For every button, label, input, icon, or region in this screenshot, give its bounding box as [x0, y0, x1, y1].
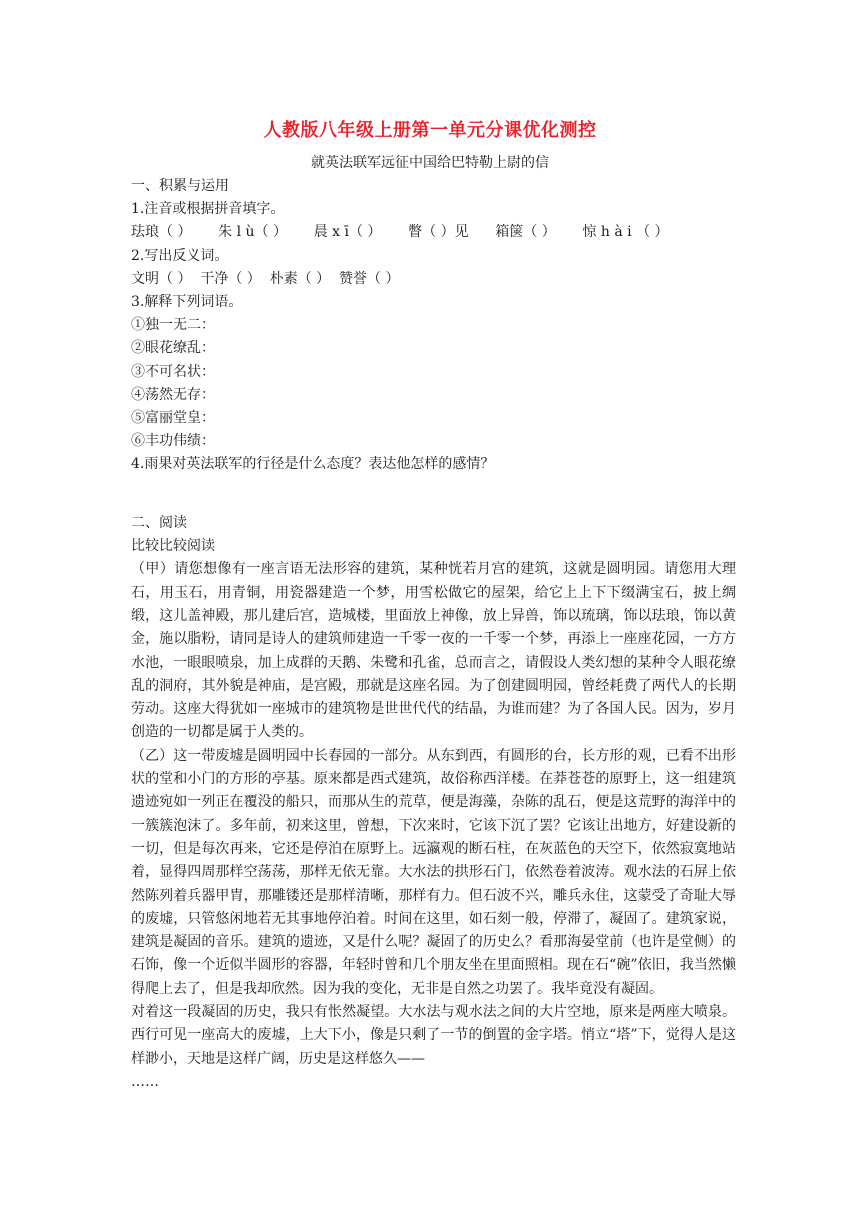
question-3: 3.解释下列词语。 — [131, 293, 243, 310]
section-reading — [131, 512, 736, 1094]
section-heading: 二、阅读 — [131, 515, 187, 531]
question-3-item: ⑤富丽堂皇： — [131, 409, 215, 426]
passage-yi: （乙）这一带废墟是圆明园中长春园的一部分。从东到西，有圆形的台，长方形的观，已看不出形状的堂和小门的方形的亭基。原来都是西式建筑，故俗称西洋楼。在莽苍苍的原野上，这一组建筑遗迹宛如一列正在覆没的船只，而那从生的荒草，便是海藻，杂陈的乱石，便是这荒野的海洋中的一簇簇泡沫了。多年前，初来这里，曾想，下次来时，它该下沉了罢？它该让出地方，好建设新的一切，但是每次再来，它还是停泊在原野上。远瀛观的断石柱，在灰蓝色的天空下，依然寂寞地站着，显得四周那样空荡荡，那样无依无靠。大水法的拱形石门，依然卷着波涛。观水法的石屏上依然陈列着兵器甲胄，那雕镂还是那样清晰，那样有力。但石波不兴，雕兵永住，这蒙受了奇耻大辱的废墟，只管悠闲地若无其事地停泊着。时间在这里，如石刻一般，停滞了，凝固了。建筑家说，建筑是凝固的音乐。建筑的遗迹，又是什么呢？凝固了的历史么？看那海晏堂前（也许是堂侧）的石饰，像一个近似半圆形的容器，年轻时曾和几个朋友坐在里面照相。现在石“碗”依旧，我当然懒得爬上去了，但是我却欣然。因为我的变化，无非是自然之功罢了。我毕竟没有凝固。 — [131, 747, 736, 997]
question-3-item: ①独一无二： — [131, 317, 215, 334]
question-2-items: 文明（ ） 干净（ ） 朴素（ ） 赞誉（ ） — [131, 270, 400, 287]
passage-conclusion: 对着这一段凝固的历史，我只有怅然凝望。大水法与观水法之间的大片空地，原来是两座大喷泉。西行可见一座高大的废墟，上大下小，像是只剩了一节的倒置的金字塔。悄立“塔”下，觉得人是这样渺小，天地是这样广阔，历史是这样悠久—— — [131, 1004, 736, 1067]
ellipsis: …… — [131, 1073, 159, 1090]
section-accumulation — [131, 175, 736, 476]
section-heading: 一、积累与运用 — [131, 178, 229, 194]
passage-jia: （甲）请您想像有一座言语无法形容的建筑，某种恍若月宫的建筑，这就是圆明园。请您用大理石，用玉石，用青铜，用瓷器建造一个梦，用雪松做它的屋架，给它上上下下缀满宝石，披上绸缎，这儿盖神殿，那儿建后宫，造城楼，里面放上神像，放上异兽，饰以琉璃，饰以珐琅，饰以黄金，施以脂粉，请同是诗人的建筑师建造一千零一夜的一千零一个梦，再添上一座座花园，一方方水池，一眼眼喷泉，加上成群的天鹅、朱鹭和孔雀，总而言之，请假设人类幻想的某种令人眼花缭乱的洞府，其外貌是神庙，是宫殿，那就是这座名园。为了创建圆明园，曾经耗费了两代人的长期劳动。这座大得犹如一座城市的建筑物是世世代代的结晶，为谁而建？为了各国人民。因为，岁月创造的一切都是属于人类的。 — [131, 561, 736, 741]
question-3-item: ②眼花缭乱： — [131, 340, 215, 357]
reading-subheading: 比较比较阅读 — [131, 538, 215, 555]
page-title: 人教版八年级上册第一单元分课优化测控 — [263, 120, 597, 141]
question-3-item: ③不可名状： — [131, 363, 215, 380]
question-1-items: 珐琅（ ） 朱 l ù（ ） 晨 x ī（ ） 瞥（ ）见 箱箧（ ） 惊 h à i （ ） — [131, 224, 669, 241]
question-4: 4.雨果对英法联军的行径是什么态度？表达他怎样的感情？ — [131, 456, 495, 473]
page-subtitle: 就英法联军远征中国给巴特勒上尉的信 — [311, 155, 549, 171]
question-2: 2.写出反义词。 — [131, 247, 229, 264]
question-3-item: ④荡然无存： — [131, 386, 215, 403]
question-3-item: ⑥丰功伟绩： — [131, 433, 215, 450]
question-1: 1.注音或根据拼音填字。 — [131, 201, 285, 218]
